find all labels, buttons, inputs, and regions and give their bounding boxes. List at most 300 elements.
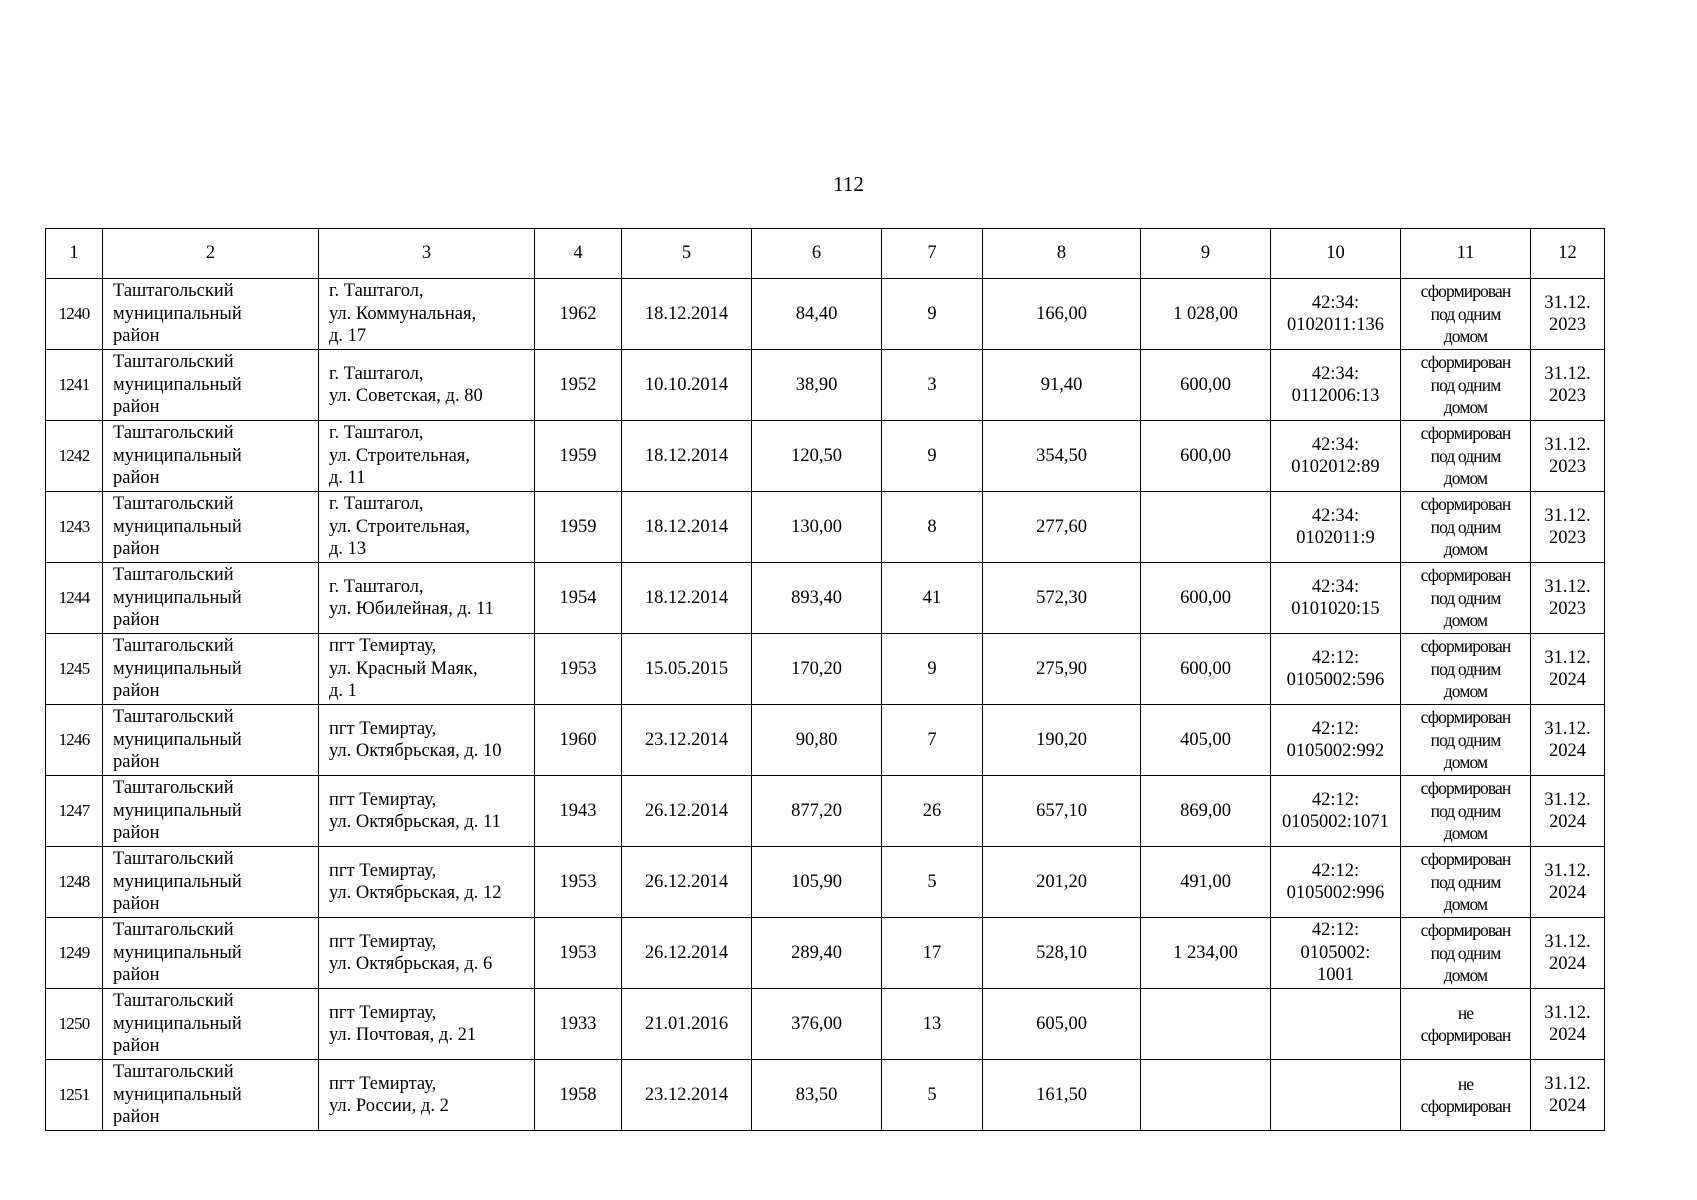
cell-year-built: 1959 [535, 492, 622, 563]
cell-cadastral-number [1271, 634, 1401, 705]
cell-column-8: 166,00 [983, 279, 1141, 350]
cell-text-line: под одним [1430, 374, 1501, 395]
column-number-header: 10 [1271, 229, 1401, 279]
cell-text-line: пгт Темиртау, [329, 1073, 437, 1094]
cell-date: 26.12.2014 [622, 847, 752, 918]
cell-record-number: 1241 [46, 350, 103, 421]
cell-text-line: муниципальный [113, 942, 242, 963]
table-row [46, 705, 1605, 776]
cell-text-line: муниципальный [113, 1013, 242, 1034]
table-row [46, 421, 1605, 492]
cell-text-line: под одним [1430, 658, 1501, 679]
cell-land-status [1401, 705, 1531, 776]
column-number-header: 5 [622, 229, 752, 279]
cell-text-line: 2024 [1549, 741, 1586, 761]
cell-text-line: под одним [1430, 303, 1501, 324]
cell-column-7: 7 [882, 705, 983, 776]
cell-text-line: 0102011:136 [1287, 315, 1384, 335]
cell-text-line: ул. Почтовая, д. 21 [329, 1025, 477, 1045]
cell-date: 15.05.2015 [622, 634, 752, 705]
cell-text-line: 42:34: [1311, 434, 1360, 455]
cell-cadastral-number [1271, 563, 1401, 634]
cell-date: 18.12.2014 [622, 563, 752, 634]
cell-address [319, 421, 535, 492]
cell-text-line: 0105002:1071 [1282, 812, 1389, 832]
cell-text-line: сформирован [1420, 849, 1511, 870]
cell-text-line: сформирован [1420, 352, 1511, 373]
cell-address [319, 1060, 535, 1131]
cell-column-7: 9 [882, 634, 983, 705]
cell-text-line: г. Таштагол, [329, 423, 424, 444]
cell-text-line: район [113, 1107, 160, 1128]
cell-text-line: под одним [1430, 587, 1501, 608]
cell-text-line: 2023 [1549, 457, 1586, 477]
cell-record-number: 1247 [46, 776, 103, 847]
table-body [46, 229, 1605, 1131]
cell-year-built: 1954 [535, 563, 622, 634]
cell-year-built: 1958 [535, 1060, 622, 1131]
cell-year-built: 1953 [535, 634, 622, 705]
cell-text-line: 31.12. [1544, 434, 1591, 455]
cell-text-line: ул. Коммунальная, [329, 303, 477, 324]
cell-text-line: 31.12. [1544, 789, 1591, 810]
cell-text-line: 42:34: [1311, 576, 1360, 597]
cell-deadline [1531, 492, 1605, 563]
cell-record-number: 1242 [46, 421, 103, 492]
cell-text-line: муниципальный [113, 800, 242, 821]
cell-text-line: 0105002:996 [1286, 883, 1385, 903]
cell-land-status [1401, 350, 1531, 421]
cell-deadline [1531, 279, 1605, 350]
cell-text-line: домом [1443, 965, 1488, 986]
cell-text-line: сформирован [1420, 920, 1511, 941]
cell-text-line: муниципальный [113, 729, 242, 750]
cell-text-line: д. 11 [329, 468, 366, 489]
cell-text-line: ул. Октябрьская, д. 10 [329, 741, 502, 761]
cell-record-number: 1251 [46, 1060, 103, 1131]
cell-year-built: 1953 [535, 847, 622, 918]
cell-column-7: 5 [882, 1060, 983, 1131]
cell-column-9: 600,00 [1141, 350, 1271, 421]
cell-date: 18.12.2014 [622, 421, 752, 492]
cell-column-6: 893,40 [752, 563, 882, 634]
cell-date: 18.12.2014 [622, 279, 752, 350]
cell-text-line: 2024 [1549, 812, 1586, 832]
table-row [46, 1060, 1605, 1131]
column-number-header: 8 [983, 229, 1141, 279]
cell-column-9: 491,00 [1141, 847, 1271, 918]
cell-text-line: не [1457, 1073, 1474, 1094]
cell-record-number: 1243 [46, 492, 103, 563]
cell-text-line: 31.12. [1544, 647, 1591, 668]
cell-text-line: г. Таштагол, [329, 363, 424, 384]
cell-address [319, 279, 535, 350]
cell-text-line: 2024 [1549, 954, 1586, 974]
cell-text-line: 31.12. [1544, 292, 1591, 313]
cell-year-built: 1953 [535, 918, 622, 989]
cell-text-line: Таштагольский [113, 565, 234, 586]
cell-column-6: 130,00 [752, 492, 882, 563]
column-number-header: 6 [752, 229, 882, 279]
cell-deadline [1531, 421, 1605, 492]
cell-text-line: 2024 [1549, 883, 1586, 903]
cell-text-line: сформирован [1420, 1096, 1511, 1116]
cell-record-number: 1240 [46, 279, 103, 350]
cell-text-line: под одним [1430, 516, 1501, 537]
cell-text-line: домом [1443, 326, 1488, 347]
table-row [46, 279, 1605, 350]
cell-text-line: район [113, 894, 160, 915]
cell-address [319, 776, 535, 847]
cell-cadastral-number [1271, 776, 1401, 847]
cell-column-7: 3 [882, 350, 983, 421]
cell-text-line: сформирован [1420, 707, 1511, 728]
cell-cadastral-number [1271, 492, 1401, 563]
cell-text-line: 42:34: [1311, 505, 1360, 526]
cell-text-line: пгт Темиртау, [329, 1002, 437, 1023]
cell-address [319, 989, 535, 1060]
cell-text-line: сформирован [1420, 1025, 1511, 1045]
cell-column-8: 190,20 [983, 705, 1141, 776]
cell-land-status [1401, 776, 1531, 847]
cell-column-6: 90,80 [752, 705, 882, 776]
cell-land-status [1401, 989, 1531, 1060]
cell-column-9: 1 028,00 [1141, 279, 1271, 350]
cell-address [319, 492, 535, 563]
cell-text-line: муниципальный [113, 1084, 242, 1105]
cell-text-line: 2023 [1549, 386, 1586, 406]
cell-text-line: домом [1443, 823, 1488, 844]
cell-column-8: 277,60 [983, 492, 1141, 563]
cell-column-6: 83,50 [752, 1060, 882, 1131]
cell-cadastral-number [1271, 350, 1401, 421]
cell-text-line: пгт Темиртау, [329, 718, 437, 739]
cell-column-6: 120,50 [752, 421, 882, 492]
cell-text-line: 0102012:89 [1291, 457, 1380, 477]
table-row [46, 989, 1605, 1060]
cell-column-8: 572,30 [983, 563, 1141, 634]
cell-text-line: сформирован [1420, 494, 1511, 515]
cell-text-line: район [113, 681, 160, 702]
column-number-header: 9 [1141, 229, 1271, 279]
cell-cadastral-number [1271, 705, 1401, 776]
cell-deadline [1531, 350, 1605, 421]
cell-column-7: 9 [882, 279, 983, 350]
cell-column-9 [1141, 1060, 1271, 1131]
cell-land-status [1401, 563, 1531, 634]
cell-district [103, 1060, 319, 1131]
cell-column-7: 26 [882, 776, 983, 847]
cell-record-number: 1249 [46, 918, 103, 989]
cell-text-line: Таштагольский [113, 920, 234, 941]
cell-text-line: 42:12: [1311, 789, 1360, 810]
table-row [46, 350, 1605, 421]
cell-cadastral-number [1271, 1060, 1401, 1131]
cell-text-line: домом [1443, 681, 1488, 702]
cell-text-line: Таштагольский [113, 494, 234, 515]
cell-text-line: под одним [1430, 729, 1501, 750]
cell-text-line: сформирован [1420, 565, 1511, 586]
cell-text-line: домом [1443, 397, 1488, 418]
cell-district [103, 847, 319, 918]
cell-text-line: под одним [1430, 871, 1501, 892]
cell-record-number: 1248 [46, 847, 103, 918]
cell-column-9: 600,00 [1141, 563, 1271, 634]
cell-column-7: 9 [882, 421, 983, 492]
cell-text-line: ул. Октябрьская, д. 12 [329, 883, 502, 903]
cell-column-7: 13 [882, 989, 983, 1060]
cell-text-line: 31.12. [1544, 363, 1591, 384]
table-row [46, 492, 1605, 563]
cell-address [319, 847, 535, 918]
cell-text-line: муниципальный [113, 303, 242, 324]
cell-text-line: Таштагольский [113, 1062, 234, 1083]
cell-address [319, 634, 535, 705]
cell-text-line: 42:34: [1311, 292, 1360, 313]
cell-deadline [1531, 634, 1605, 705]
cell-text-line: под одним [1430, 942, 1501, 963]
cell-text-line: Таштагольский [113, 636, 234, 657]
cell-text-line: д. 17 [329, 326, 367, 347]
cell-address [319, 918, 535, 989]
cell-district [103, 989, 319, 1060]
cell-text-line: Таштагольский [113, 991, 234, 1012]
cell-record-number: 1244 [46, 563, 103, 634]
cell-text-line: район [113, 397, 160, 418]
cell-text-line: пгт Темиртау, [329, 931, 437, 952]
cell-text-line: ул. Красный Маяк, [329, 658, 478, 679]
cell-column-8: 528,10 [983, 918, 1141, 989]
cell-text-line: сформирован [1420, 636, 1511, 657]
cell-text-line: 31.12. [1544, 860, 1591, 881]
cell-text-line: не [1457, 1002, 1474, 1023]
cell-column-9 [1141, 492, 1271, 563]
cell-column-9: 600,00 [1141, 634, 1271, 705]
cell-text-line: 2024 [1549, 670, 1586, 690]
cell-text-line: ул. Октябрьская, д. 6 [329, 954, 493, 974]
cell-text-line: муниципальный [113, 658, 242, 679]
cell-text-line: 31.12. [1544, 1002, 1591, 1023]
column-number-header: 1 [46, 229, 103, 279]
cell-column-8: 605,00 [983, 989, 1141, 1060]
cell-column-6: 376,00 [752, 989, 882, 1060]
cell-text-line: 0105002:992 [1286, 741, 1385, 761]
cell-text-line: Таштагольский [113, 707, 234, 728]
cell-text-line: под одним [1430, 445, 1501, 466]
cell-column-8: 354,50 [983, 421, 1141, 492]
cell-column-8: 275,90 [983, 634, 1141, 705]
cell-column-6: 170,20 [752, 634, 882, 705]
cell-deadline [1531, 989, 1605, 1060]
cell-date: 18.12.2014 [622, 492, 752, 563]
cell-text-line: 2023 [1549, 528, 1586, 548]
cell-text-line: район [113, 752, 160, 773]
cell-text-line: 2024 [1549, 1025, 1586, 1045]
cell-column-7: 5 [882, 847, 983, 918]
cell-cadastral-number [1271, 918, 1401, 989]
cell-year-built: 1960 [535, 705, 622, 776]
cell-district [103, 279, 319, 350]
table-row [46, 918, 1605, 989]
cell-text-line: муниципальный [113, 871, 242, 892]
cell-text-line: муниципальный [113, 587, 242, 608]
cell-text-line: г. Таштагол, [329, 576, 424, 597]
column-number-header: 2 [103, 229, 319, 279]
column-number-header: 4 [535, 229, 622, 279]
table-row [46, 847, 1605, 918]
cell-text-line: 0102011:9 [1296, 528, 1375, 548]
cell-district [103, 492, 319, 563]
cell-date: 26.12.2014 [622, 918, 752, 989]
cell-text-line: домом [1443, 752, 1488, 773]
cell-district [103, 705, 319, 776]
cell-record-number: 1250 [46, 989, 103, 1060]
cell-deadline [1531, 918, 1605, 989]
cell-text-line: муниципальный [113, 374, 242, 395]
table-row [46, 563, 1605, 634]
cell-district [103, 918, 319, 989]
cell-year-built: 1933 [535, 989, 622, 1060]
cell-district [103, 776, 319, 847]
cell-column-7: 8 [882, 492, 983, 563]
cell-text-line: 31.12. [1544, 718, 1591, 739]
cell-date: 26.12.2014 [622, 776, 752, 847]
cell-text-line: 31.12. [1544, 505, 1591, 526]
cell-column-8: 91,40 [983, 350, 1141, 421]
cell-year-built: 1952 [535, 350, 622, 421]
cell-cadastral-number [1271, 279, 1401, 350]
cell-cadastral-number [1271, 847, 1401, 918]
column-number-header: 7 [882, 229, 983, 279]
cell-deadline [1531, 705, 1605, 776]
cell-column-7: 41 [882, 563, 983, 634]
cell-text-line: домом [1443, 610, 1488, 631]
cell-text-line: район [113, 610, 160, 631]
cell-text-line: домом [1443, 894, 1488, 915]
cell-text-line: 42:12: [1311, 860, 1360, 881]
cell-text-line: 2023 [1549, 599, 1586, 619]
cell-column-8: 201,20 [983, 847, 1141, 918]
cell-text-line: ул. Строительная, [329, 516, 470, 537]
cell-text-line: д. 13 [329, 539, 367, 560]
cell-text-line: 0112006:13 [1291, 386, 1380, 406]
cell-text-line: 1001 [1317, 965, 1354, 986]
cell-text-line: ул. Юбилейная, д. 11 [329, 599, 494, 619]
cell-year-built: 1959 [535, 421, 622, 492]
cell-date: 23.12.2014 [622, 705, 752, 776]
cell-column-9: 405,00 [1141, 705, 1271, 776]
cell-land-status [1401, 492, 1531, 563]
cell-district [103, 421, 319, 492]
cell-text-line: 42:12: [1311, 920, 1360, 941]
cell-text-line: 31.12. [1544, 576, 1591, 597]
cell-text-line: домом [1443, 468, 1488, 489]
cell-deadline [1531, 776, 1605, 847]
cell-text-line: Таштагольский [113, 352, 234, 373]
cell-address [319, 350, 535, 421]
cell-text-line: сформирован [1420, 423, 1511, 444]
page-number: 112 [833, 172, 864, 196]
cell-column-7: 17 [882, 918, 983, 989]
cell-column-9: 600,00 [1141, 421, 1271, 492]
cell-text-line: сформирован [1420, 281, 1511, 302]
cell-column-6: 38,90 [752, 350, 882, 421]
cell-text-line: Таштагольский [113, 423, 234, 444]
cell-text-line: д. 1 [329, 681, 357, 702]
cell-cadastral-number [1271, 421, 1401, 492]
cell-deadline [1531, 847, 1605, 918]
cell-district [103, 563, 319, 634]
cell-column-8: 657,10 [983, 776, 1141, 847]
cell-column-6: 289,40 [752, 918, 882, 989]
cell-record-number: 1245 [46, 634, 103, 705]
cell-deadline [1531, 1060, 1605, 1131]
cell-text-line: под одним [1430, 800, 1501, 821]
housing-registry-table [45, 228, 1605, 1131]
cell-column-6: 877,20 [752, 776, 882, 847]
cell-text-line: 2023 [1549, 315, 1586, 335]
column-number-row [46, 229, 1605, 279]
cell-text-line: ул. Строительная, [329, 445, 470, 466]
cell-column-6: 105,90 [752, 847, 882, 918]
cell-text-line: ул. России, д. 2 [329, 1096, 449, 1116]
cell-text-line: муниципальный [113, 445, 242, 466]
cell-text-line: пгт Темиртау, [329, 636, 437, 657]
column-number-header: 12 [1531, 229, 1605, 279]
cell-cadastral-number [1271, 989, 1401, 1060]
cell-text-line: Таштагольский [113, 778, 234, 799]
cell-deadline [1531, 563, 1605, 634]
cell-text-line: 31.12. [1544, 1073, 1591, 1094]
cell-column-9: 1 234,00 [1141, 918, 1271, 989]
cell-land-status [1401, 1060, 1531, 1131]
cell-text-line: 0105002: [1300, 942, 1371, 963]
cell-text-line: район [113, 468, 160, 489]
cell-land-status [1401, 279, 1531, 350]
cell-text-line: пгт Темиртау, [329, 860, 437, 881]
cell-address [319, 705, 535, 776]
cell-year-built: 1943 [535, 776, 622, 847]
cell-address [319, 563, 535, 634]
cell-text-line: 42:12: [1311, 718, 1360, 739]
table-row [46, 634, 1605, 705]
cell-text-line: район [113, 1036, 160, 1057]
cell-district [103, 634, 319, 705]
column-number-header: 11 [1401, 229, 1531, 279]
cell-date: 23.12.2014 [622, 1060, 752, 1131]
cell-text-line: район [113, 539, 160, 560]
cell-column-9 [1141, 989, 1271, 1060]
cell-text-line: 42:34: [1311, 363, 1360, 384]
cell-text-line: сформирован [1420, 778, 1511, 799]
cell-record-number: 1246 [46, 705, 103, 776]
cell-column-8: 161,50 [983, 1060, 1141, 1131]
cell-text-line: г. Таштагол, [329, 494, 424, 515]
cell-text-line: г. Таштагол, [329, 281, 424, 302]
cell-text-line: 0101020:15 [1291, 599, 1380, 619]
cell-land-status [1401, 421, 1531, 492]
cell-text-line: 0105002:596 [1286, 670, 1385, 690]
cell-text-line: район [113, 326, 160, 347]
cell-text-line: муниципальный [113, 516, 242, 537]
cell-column-9: 869,00 [1141, 776, 1271, 847]
cell-text-line: район [113, 823, 160, 844]
cell-text-line: Таштагольский [113, 281, 234, 302]
cell-text-line: 31.12. [1544, 931, 1591, 952]
cell-text-line: ул. Октябрьская, д. 11 [329, 812, 501, 832]
cell-date: 21.01.2016 [622, 989, 752, 1060]
cell-date: 10.10.2014 [622, 350, 752, 421]
